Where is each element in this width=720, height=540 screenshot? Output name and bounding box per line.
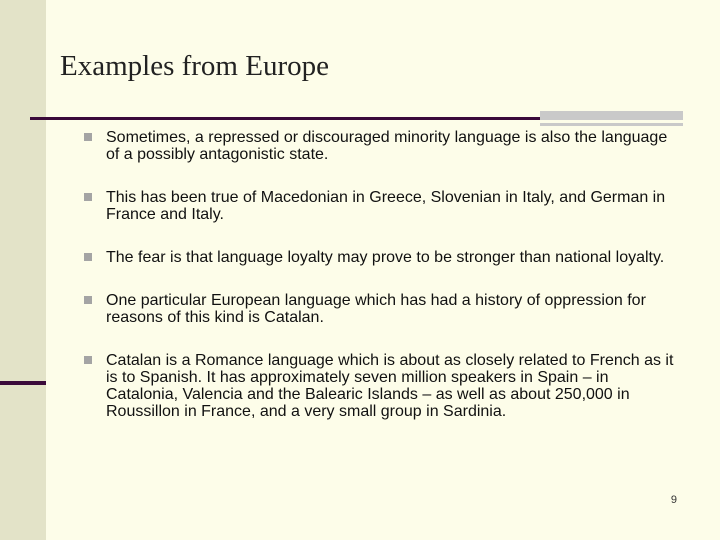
page-number: 9 <box>670 494 677 506</box>
bullet-text: Sometimes, a repressed or discouraged minority language is also the language of a possibly antagonistic state. <box>106 129 668 163</box>
bullet-text: Catalan is a Romance language which is about as closely related to French as it is to Spanish. It has approximately seven million speakers in Spain – in Catalonia, Valencia and the Balearic Islands – as well as about 250,000 in Roussillon in France, and a very small group in Sardinia. <box>106 352 674 420</box>
bullet-item-3 <box>84 249 684 266</box>
bullet-item-5 <box>84 352 684 420</box>
square-bullet-icon <box>84 356 92 364</box>
title-divider-block-line <box>540 123 683 126</box>
bullet-list <box>84 129 684 420</box>
square-bullet-icon <box>84 133 92 141</box>
bullet-item-4 <box>84 292 684 326</box>
bullet-text: The fear is that language loyalty may prove to be stronger than national loyalty. <box>106 249 665 266</box>
square-bullet-icon <box>84 253 92 261</box>
title-divider-block <box>540 111 683 120</box>
square-bullet-icon <box>84 296 92 304</box>
square-bullet-icon <box>84 193 92 201</box>
bullet-item-1 <box>84 129 684 163</box>
left-band-accent-line <box>0 381 46 385</box>
slide-title: Examples from Europe <box>60 50 329 82</box>
bullet-text: One particular European language which has had a history of oppression for reasons of this kind is Catalan. <box>106 292 646 326</box>
title-divider-line <box>30 117 540 120</box>
bullet-text: This has been true of Macedonian in Greece, Slovenian in Italy, and German in France and Italy. <box>106 189 666 223</box>
left-decorative-band <box>0 0 46 540</box>
bullet-item-2 <box>84 189 684 223</box>
